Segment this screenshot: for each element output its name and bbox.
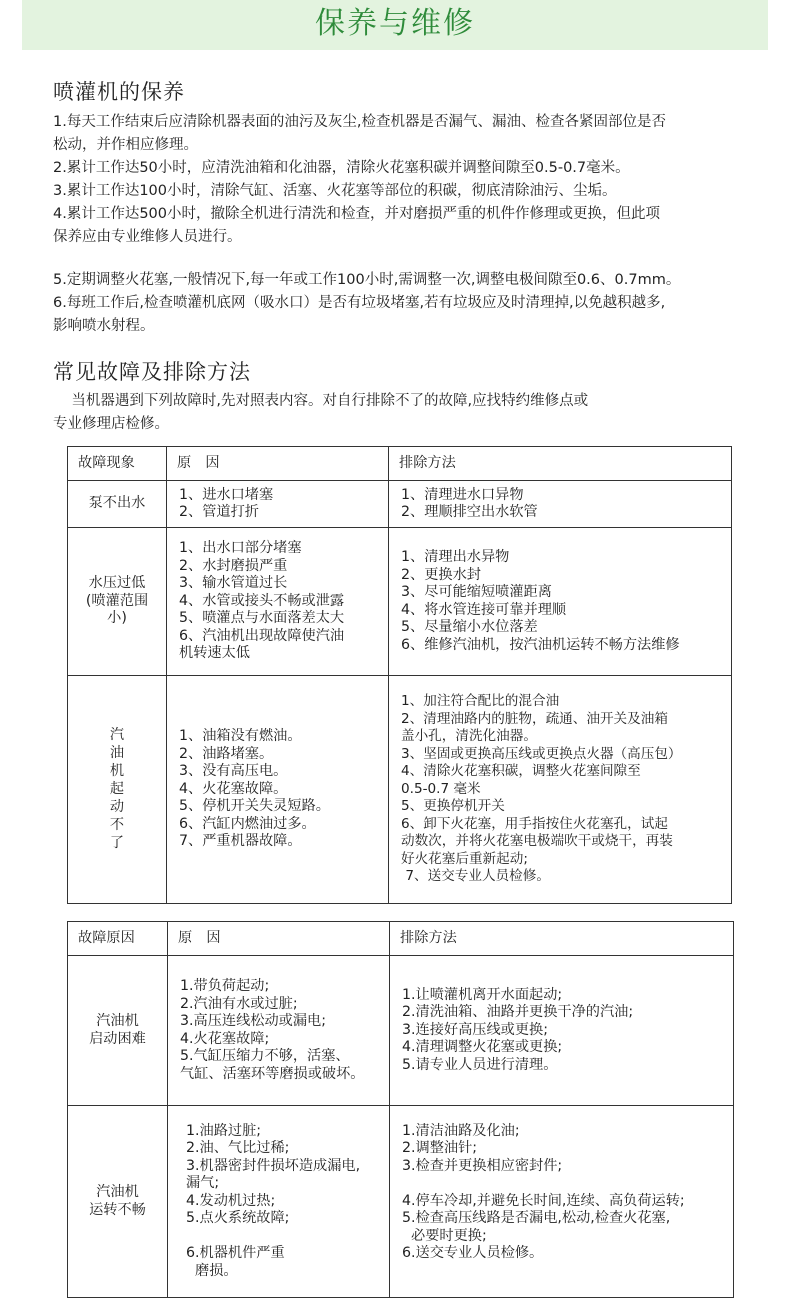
fix-cell: 1、加注符合配比的混合油 2、清理油路内的脏物，疏通、油开关及油箱 盖小孔，清洗化油器。 3、坚固或更换高压线或更换点火器（高压包） 4、清除火花塞积碳，调整火花塞间隙至 0.5-0.7 毫米 5、更换停机开关 6、卸下火花塞，用手指按住火花塞孔，试起 动数次，并将火花塞电极端吹干或烧干，再装 好火花塞后重新起动; 7、送交专业人员检修。 xyxy=(389,676,732,904)
table1-header-cause: 原 因 xyxy=(167,447,389,481)
maintenance-line: 5.定期调整火花塞,一般情况下,每一年或工作100小时,需调整一次,调整电极间隙至0.6、0.7mm。 xyxy=(53,272,681,288)
troubleshoot-intro xyxy=(53,390,753,436)
maintenance-list-2 xyxy=(53,269,753,338)
cause-cell: 1.带负荷起动; 2.汽油有水或过脏; 3.高压连线松动或漏电; 4.火花塞故障; 5.气缸压缩力不够，活塞、 气缸、活塞环等磨损或破坏。 xyxy=(168,956,390,1106)
symptom-cell: 泵不出水 xyxy=(68,481,167,528)
table1-header-symptom: 故障现象 xyxy=(68,447,167,481)
table2-header-fix: 排除方法 xyxy=(390,922,734,956)
maintenance-list xyxy=(53,111,753,249)
maintenance-line: 松动，并作相应修理。 xyxy=(53,137,198,153)
title-banner xyxy=(22,0,768,50)
symptom-cell: 水压过低 (喷灌范围 小) xyxy=(68,528,167,676)
intro-line: 专业修理店检修。 xyxy=(53,416,169,432)
cause-cell: 1、进水口堵塞 2、管道打折 xyxy=(167,481,389,528)
table-row xyxy=(68,956,734,1106)
maintenance-line: 2.累计工作达50小时，应清洗油箱和化油器，清除火花塞积碳并调整间隙至0.5-0.7毫米。 xyxy=(53,160,630,176)
fix-cell: 1、清理出水异物 2、更换水封 3、尽可能缩短喷灌距离 4、将水管连接可靠并理顺 5、尽量缩小水位落差 6、维修汽油机，按汽油机运转不畅方法维修 xyxy=(389,528,732,676)
fix-cell: 1.让喷灌机离开水面起动; 2.清洗油箱、油路并更换干净的汽油; 3.连接好高压线或更换; 4.清理调整火花塞或更换; 5.请专业人员进行清理。 xyxy=(390,956,734,1106)
fix-cell: 1.清洁油路及化油; 2.调整油针; 3.检查并更换相应密封件; 4.停车冷却,并避免长时间,连续、高负荷运转; 5.检查高压线路是否漏电,松动,检查火花塞, 必要时更换; 6.送交专业人员检修。 xyxy=(390,1106,734,1298)
maintenance-heading: 喷灌机的保养 xyxy=(53,80,185,104)
symptom-cell: 汽油机 启动困难 xyxy=(68,956,168,1106)
maintenance-line: 保养应由专业维修人员进行。 xyxy=(53,229,242,245)
cause-cell: 1、油箱没有燃油。 2、油路堵塞。 3、没有高压电。 4、火花塞故障。 5、停机开关失灵短路。 6、汽缸内燃油过多。 7、严重机器故障。 xyxy=(167,676,389,904)
page-title: 保养与维修 xyxy=(315,6,475,41)
table2-header-cause: 原 因 xyxy=(168,922,390,956)
fault-table-1 xyxy=(67,446,732,904)
maintenance-line: 6.每班工作后,检查喷灌机底网（吸水口）是否有垃圾堵塞,若有垃圾应及时清理掉,以免越积越多, xyxy=(53,295,666,311)
maintenance-line: 1.每天工作结束后应清除机器表面的油污及灰尘,检查机器是否漏气、漏油、检查各紧固部位是否 xyxy=(53,114,666,130)
troubleshoot-heading: 常见故障及排除方法 xyxy=(53,360,251,384)
fault-table-2 xyxy=(67,921,734,1298)
cause-cell: 1.油路过脏; 2.油、气比过稀; 3.机器密封件损坏造成漏电, 漏气; 4.发动机过热; 5.点火系统故障; 6.机器机件严重 磨损。 xyxy=(168,1106,390,1298)
table-row xyxy=(68,481,732,528)
table-row xyxy=(68,676,732,904)
symptom-cell: 汽 油 机 起 动 不 了 xyxy=(68,676,167,904)
table2-header-reason: 故障原因 xyxy=(68,922,168,956)
maintenance-line: 影响喷水射程。 xyxy=(53,318,155,334)
table1-header-fix: 排除方法 xyxy=(389,447,732,481)
maintenance-line: 4.累计工作达500小时，撤除全机进行清洗和检查，并对磨损严重的机件作修理或更换，但此项 xyxy=(53,206,661,222)
table-row xyxy=(68,1106,734,1298)
fix-cell: 1、清理进水口异物 2、理顺排空出水软管 xyxy=(389,481,732,528)
cause-cell: 1、出水口部分堵塞 2、水封磨损严重 3、输水管道过长 4、水管或接头不畅或泄露 5、喷灌点与水面落差太大 6、汽油机出现故障使汽油 机转速太低 xyxy=(167,528,389,676)
intro-line: 当机器遇到下列故障时,先对照表内容。对自行排除不了的故障,应找特约维修点或 xyxy=(53,393,589,409)
table-row xyxy=(68,528,732,676)
maintenance-line: 3.累计工作达100小时，清除气缸、活塞、火花塞等部位的积碳，彻底清除油污、尘垢。 xyxy=(53,183,617,199)
symptom-cell: 汽油机 运转不畅 xyxy=(68,1106,168,1298)
